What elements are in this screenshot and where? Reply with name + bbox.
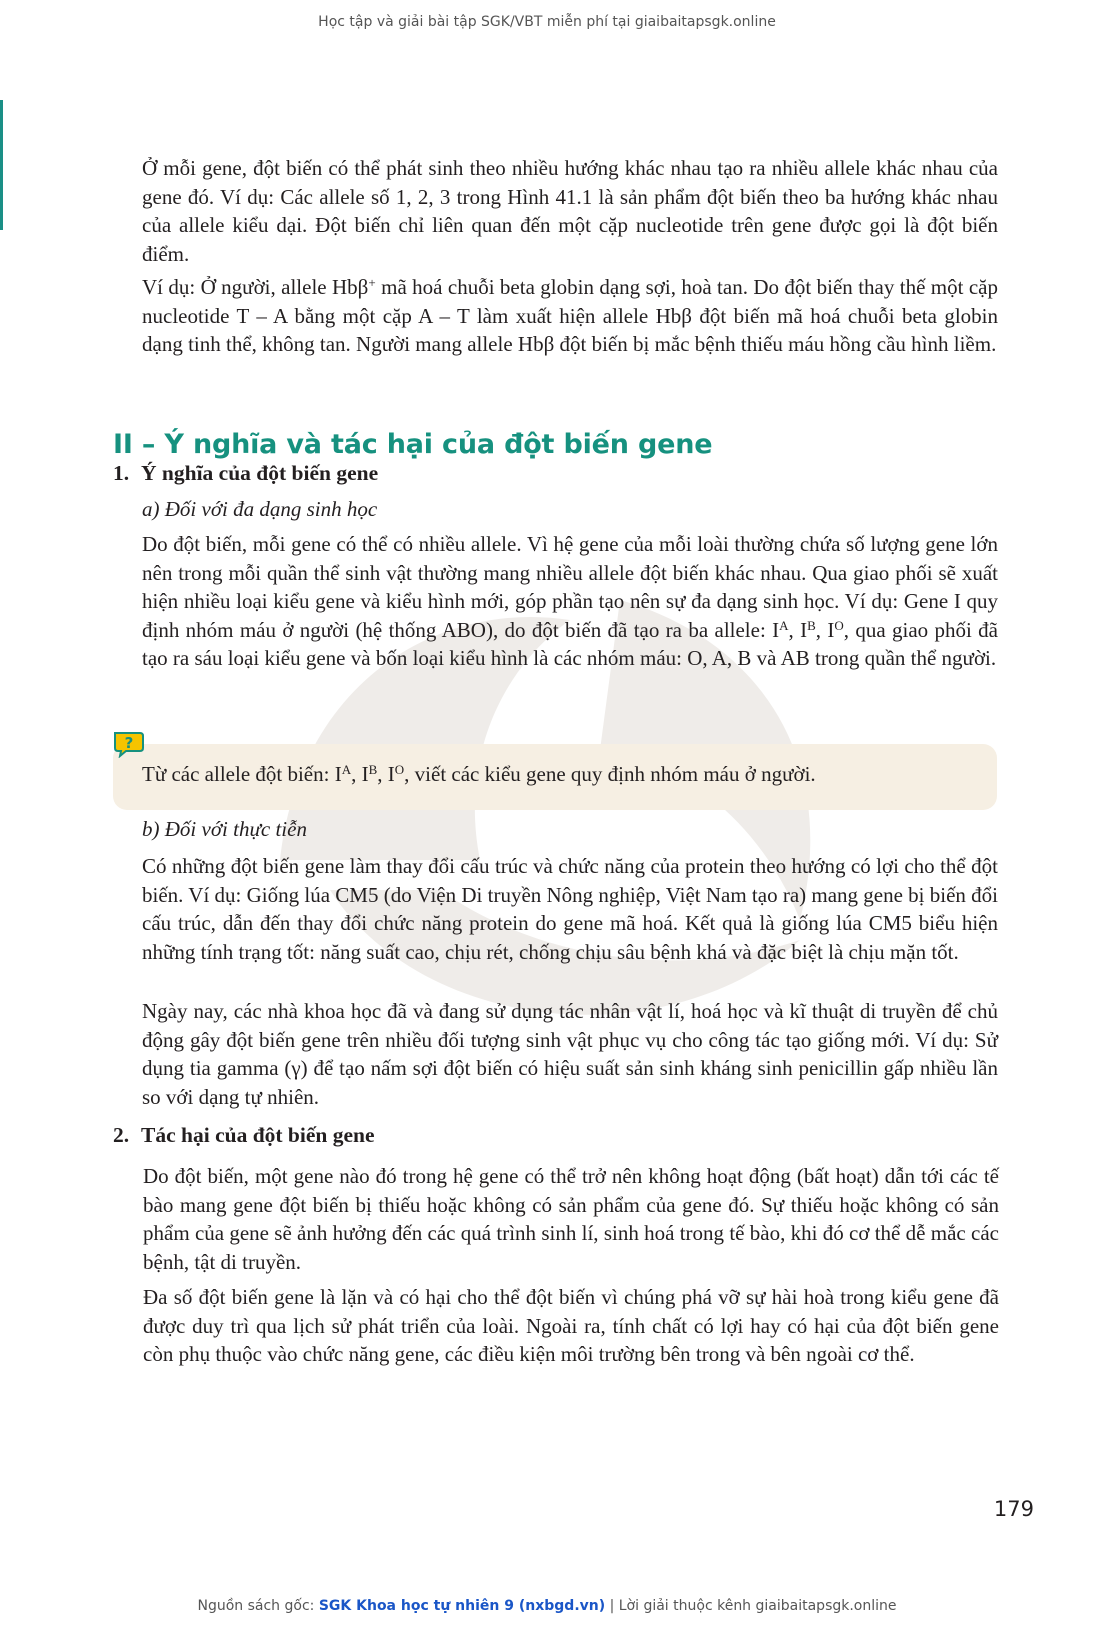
footer-note: Nguồn sách gốc: SGK Khoa học tự nhiên 9 (nxbgd.vn) | Lời giải thuộc kênh giaibaitapsgk.online <box>197 1598 897 1614</box>
question-mark-label: ? <box>124 734 134 752</box>
paragraph-cm5-rice: Có những đột biến gene làm thay đổi cấu trúc và chức năng của protein theo hướng có lợi cho thể đột biến. Ví dụ: Giống lúa CM5 (do Viện Di truyền Nông nghiệp, Việt Nam tạo ra) mang gene bị biến đổi cấu trúc, dẫn đến thay đổi chức năng protein do gene mã hoá. Kết quả là giống lúa CM5 biểu hiện những tính trạng tốt: năng suất cao, chịu rét, chống chịu sâu bệnh khá và đặc biệt là chịu mặn tốt. <box>142 854 999 964</box>
question-bubble-icon <box>112 730 154 758</box>
question-text: Từ các allele đột biến: $I^A$, $I^B$, $I^O$, viết các kiểu gene quy định nhóm máu ở người. <box>142 762 816 786</box>
header-note: Học tập và giải bài tập SGK/VBT miễn phí tại giaibaitapsgk.online <box>318 14 776 30</box>
paragraph-biodiversity: Do đột biến, mỗi gene có thể có nhiều allele. Vì hệ gene của mỗi loài thường chứa số lượng gene lớn nên trong mỗi quần thể sinh vật thường mang nhiều allele đột biến khác nhau. Qua giao phối sẽ xuất hiện nhiều loại kiểu gene và kiểu hình mới, góp phần tạo nên sự đa dạng sinh học. Ví dụ: Gene I quy định nhóm máu ở người (hệ thống ABO), do đột biến đã tạo ra ba allele: $I^A$, $I^B$, $I^O$, qua giao phối đã tạo ra sáu loại kiểu gene và bốn loại kiểu hình là các nhóm máu: O, A, B và AB trong quần thể người. <box>142 532 998 670</box>
paragraph-induced-mutation: Ngày nay, các nhà khoa học đã và đang sử dụng tác nhân vật lí, hoá học và kĩ thuật di truyền để chủ động gây đột biến gene trên nhiều đối tượng sinh vật phục vụ cho công tác tạo giống mới. Ví dụ: Sử dụng tia gamma (γ) để tạo nấm sợi đột biến có hiệu suất sản sinh kháng sinh penicillin gấp nhiều lần so với dạng tự nhiên. <box>142 999 998 1109</box>
section-title: II – Ý nghĩa và tác hại của đột biến gene <box>113 429 713 460</box>
subsection-2-title: 2. Tác hại của đột biến gene <box>113 1123 375 1147</box>
paragraph-harm-recessive: Đa số đột biến gene là lặn và có hại cho thể đột biến vì chúng phá vỡ sự hài hoà trong kiểu gene đã được duy trì qua lịch sử phát triển của loài. Ngoài ra, tính chất có lợi hay có hại của đột biến gene còn phụ thuộc vào chức năng gene, các điều kiện môi trường bên trong và bên ngoài cơ thể. <box>143 1285 999 1366</box>
margin-accent-bar <box>0 100 3 230</box>
page-number: 179 <box>993 1497 1034 1521</box>
paragraph-hb-example: Ví dụ: Ở người, allele Hbβ+ mã hoá chuỗi beta globin dạng sợi, hoà tan. Do đột biến thay thế một cặp nucleotide T – A bằng một cặp A – T làm xuất hiện allele Hbβ đột biến mã hoá chuỗi beta globin dạng tinh thể, không tan. Người mang allele Hbβ đột biến bị mắc bệnh thiếu máu hồng cầu hình liềm. <box>142 275 999 356</box>
subheading-practice: b) Đối với thực tiễn <box>142 817 307 841</box>
subheading-biodiversity: a) Đối với đa dạng sinh học <box>142 497 378 521</box>
paragraph-harm-inactive-gene: Do đột biến, một gene nào đó trong hệ gene có thể trở nên không hoạt động (bất hoạt) dẫn tới các tế bào mang gene đột biến bị thiếu hoặc không có sản phẩm của gene đó. Sự thiếu hoặc không có sản phẩm của gene sẽ ảnh hưởng đến các quá trình sinh lí, sinh hoá trong tế bào, khi đó cơ thể dễ mắc các bệnh, tật di truyền. <box>143 1164 999 1274</box>
source-book-link[interactable]: SGK Khoa học tự nhiên 9 (nxbgd.vn) <box>318 1598 606 1614</box>
paragraph-allele-directions: Ở mỗi gene, đột biến có thể phát sinh theo nhiều hướng khác nhau tạo ra nhiều allele khác nhau của gene đó. Ví dụ: Các allele số 1, 2, 3 trong Hình 41.1 là sản phẩm đột biến theo ba hướng khác nhau của allele kiểu dại. Đột biến chỉ liên quan đến một cặp nucleotide trên gene được gọi là đột biến điểm. <box>142 156 998 266</box>
subsection-1-title: 1. Ý nghĩa của đột biến gene <box>113 461 379 485</box>
